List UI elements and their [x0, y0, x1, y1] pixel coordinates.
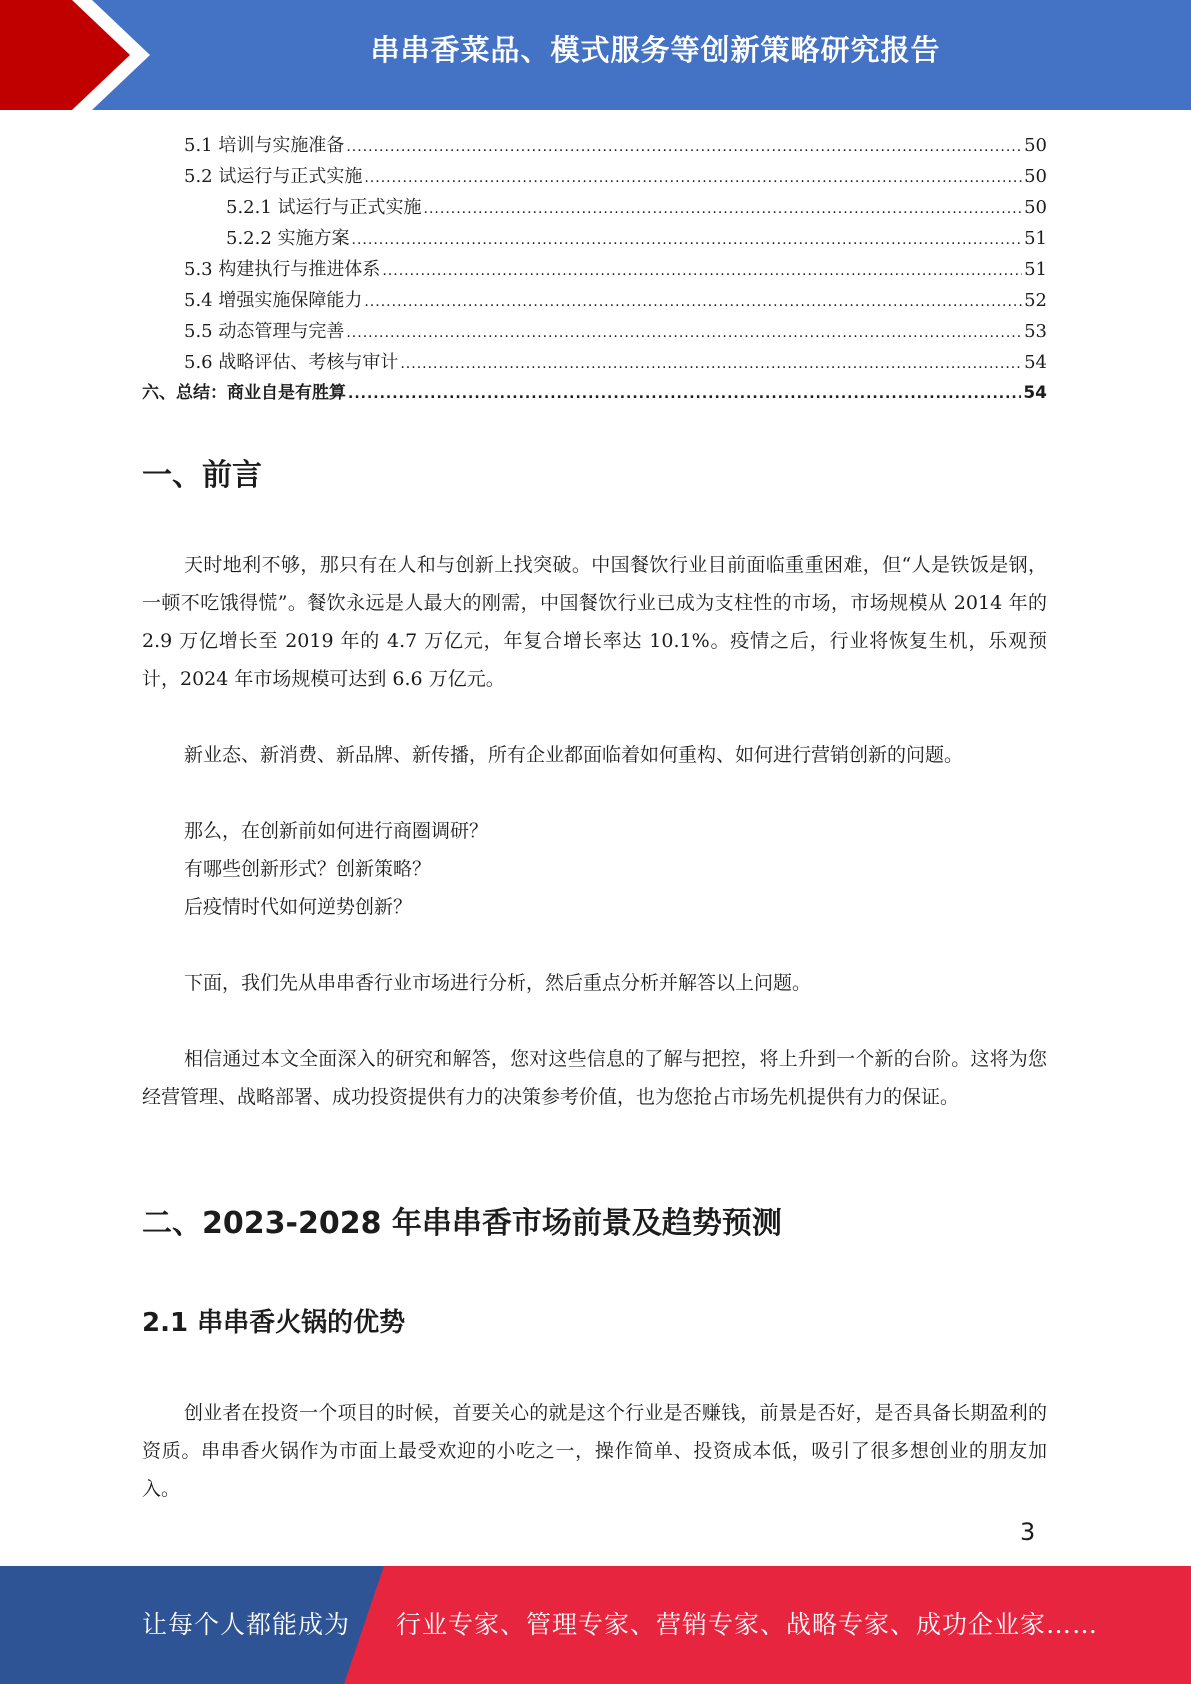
body-paragraph: 天时地利不够，那只有在人和与创新上找突破。中国餐饮行业目前面临重重困难，但“人是铁饭是钢，一顿不吃饿得慌”。餐饮永远是人最大的刚需，中国餐饮行业已成为支柱性的市场，市场规模从 2014 年的 2.9 万亿增长至 2019 年的 4.7 万亿元，年复合增长率达 10.1%。疫情之后，行业将恢复生机，乐观预计，2024 年市场规模可达到 6.6 万亿元。: [142, 554, 1047, 690]
toc-entry-label: 5.1 培训与实施准备: [184, 135, 345, 156]
body-paragraph: 新业态、新消费、新品牌、新传播，所有企业都面临着如何重构、如何进行营销创新的问题。: [184, 744, 964, 766]
page-header: [0, 0, 1191, 110]
table-of-contents: [142, 130, 1047, 409]
toc-entry-page: 54: [1023, 383, 1047, 403]
toc-dot-leader: [346, 132, 1022, 163]
toc-entry[interactable]: [142, 223, 1047, 254]
body-paragraph: 创业者在投资一个项目的时候，首要关心的就是这个行业是否赚钱，前景是否好，是否具备长期盈利的资质。串串香火锅作为市面上最受欢迎的小吃之一，操作简单、投资成本低，吸引了很多想创业的朋友加入。: [142, 1402, 1047, 1500]
toc-entry[interactable]: [142, 192, 1047, 223]
body-paragraph: 相信通过本文全面深入的研究和解答，您对这些信息的了解与把控，将上升到一个新的台阶。这将为您经营管理、战略部署、成功投资提供有力的决策参考价值，也为您抢占市场先机提供有力的保证。: [142, 1048, 1047, 1108]
toc-entry[interactable]: [142, 161, 1047, 192]
toc-dot-leader: [424, 194, 1023, 225]
question-item: 那么，在创新前如何进行商圈调研？: [184, 820, 489, 842]
toc-entry-label: 5.3 构建执行与推进体系: [184, 259, 381, 280]
question-list: [184, 812, 488, 926]
toc-entry-page: 50: [1024, 197, 1047, 218]
toc-entry-label: 5.2.2 实施方案: [226, 228, 350, 249]
toc-entry-label: 5.5 动态管理与完善: [184, 321, 345, 342]
toc-entry-label: 5.2 试运行与正式实施: [184, 166, 363, 187]
footer-slogan-roles: 行业专家、管理专家、营销专家、战略专家、成功企业家……: [396, 1610, 1099, 1639]
toc-dot-leader: [400, 349, 1022, 380]
toc-entry-page: 50: [1024, 135, 1047, 156]
toc-entry-label: 5.6 战略评估、考核与审计: [184, 352, 399, 373]
toc-entry[interactable]: [142, 378, 1047, 409]
toc-dot-leader: [352, 225, 1023, 256]
toc-entry-page: 51: [1024, 228, 1047, 249]
toc-entry[interactable]: [142, 316, 1047, 347]
toc-entry-label: 5.2.1 试运行与正式实施: [226, 197, 422, 218]
toc-entry[interactable]: [142, 130, 1047, 161]
toc-entry-page: 54: [1024, 352, 1047, 373]
toc-dot-leader: [348, 379, 1021, 410]
body-paragraph: 下面，我们先从串串香行业市场进行分析，然后重点分析并解答以上问题。: [184, 972, 812, 994]
page-footer: [0, 1566, 1191, 1684]
subsection-heading: 2.1 串串香火锅的优势: [142, 1308, 406, 1338]
toc-entry-label: 5.4 增强实施保障能力: [184, 290, 363, 311]
toc-entry[interactable]: [142, 254, 1047, 285]
toc-dot-leader: [364, 163, 1022, 194]
footer-slogan-lead: 让每个人都能成为: [142, 1610, 351, 1639]
question-item: 有哪些创新形式？创新策略？: [184, 858, 432, 880]
toc-entry[interactable]: [142, 285, 1047, 316]
toc-entry-page: 51: [1024, 259, 1047, 280]
toc-entry-page: 52: [1024, 290, 1047, 311]
toc-entry-label: 六、总结：商业自是有胜算: [142, 383, 346, 403]
page-number: 3: [1020, 1518, 1036, 1546]
question-item: 后疫情时代如何逆势创新？: [184, 896, 413, 918]
section-heading: 二、2023-2028 年串串香市场前景及趋势预测: [142, 1206, 782, 1241]
toc-entry-page: 53: [1024, 321, 1047, 342]
toc-entry[interactable]: [142, 347, 1047, 378]
toc-dot-leader: [346, 318, 1022, 349]
toc-dot-leader: [382, 256, 1022, 287]
document-title: 串串香菜品、模式服务等创新策略研究报告: [370, 33, 941, 67]
toc-dot-leader: [364, 287, 1022, 318]
toc-entry-page: 50: [1024, 166, 1047, 187]
section-heading: 一、前言: [142, 458, 262, 493]
